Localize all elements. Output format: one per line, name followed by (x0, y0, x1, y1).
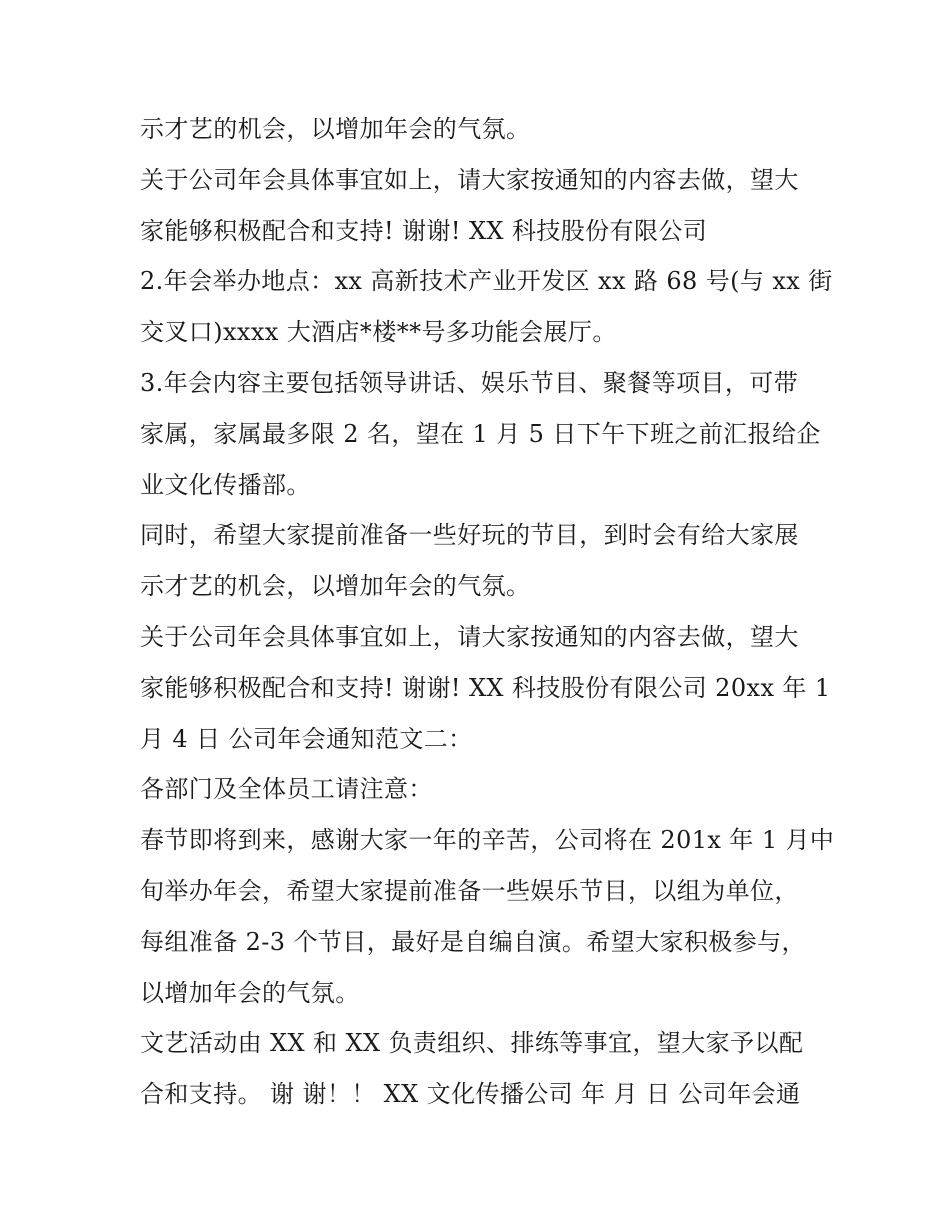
text-line-18: 以增加年会的气氛。 (140, 978, 360, 1007)
text-line-19: 文艺活动由 XX 和 XX 负责组织、排练等事宜，望大家予以配 (140, 1029, 804, 1058)
text-line-13: 月 4 日 公司年会通知范文二： (140, 724, 473, 753)
text-line-16: 旬举办年会，希望大家提前准备一些娱乐节目，以组为单位， (140, 876, 799, 905)
document-body (140, 104, 835, 1120)
text-line-17: 每组准备 2-3 个节目，最好是自编自演。希望大家积极参与， (140, 927, 806, 956)
text-line-12: 家能够积极配合和支持! 谢谢! XX 科技股份有限公司 20xx 年 1 (140, 673, 831, 702)
text-line-4: 2.年会举办地点：xx 高新技术产业开发区 xx 路 68 号(与 xx 街 (140, 267, 833, 296)
text-line-5: 交叉口)xxxx 大酒店*楼**号多功能会展厅。 (140, 318, 617, 347)
text-line-2: 关于公司年会具体事宜如上，请大家按通知的内容去做，望大 (140, 165, 799, 194)
text-line-10: 示才艺的机会，以增加年会的气氛。 (140, 572, 531, 601)
text-line-15: 春节即将到来，感谢大家一年的辛苦，公司将在 201x 年 1 月中 (140, 826, 835, 855)
text-line-14: 各部门及全体员工请注意： (140, 775, 433, 804)
text-line-9: 同时，希望大家提前准备一些好玩的节目，到时会有给大家展 (140, 521, 799, 550)
text-line-11: 关于公司年会具体事宜如上，请大家按通知的内容去做，望大 (140, 622, 799, 651)
text-line-8: 业文化传播部。 (140, 470, 311, 499)
text-line-1: 示才艺的机会，以增加年会的气氛。 (140, 115, 531, 143)
text-line-6: 3.年会内容主要包括领导讲话、娱乐节目、聚餐等项目，可带 (140, 368, 799, 397)
text-line-7: 家属，家属最多限 2 名，望在 1 月 5 日下午下班之前汇报给企 (140, 419, 821, 448)
text-line-20: 合和支持。 谢 谢！！ XX 文化传播公司 年 月 日 公司年会通 (140, 1080, 801, 1109)
text-line-3: 家能够积极配合和支持! 谢谢! XX 科技股份有限公司 (140, 216, 708, 245)
